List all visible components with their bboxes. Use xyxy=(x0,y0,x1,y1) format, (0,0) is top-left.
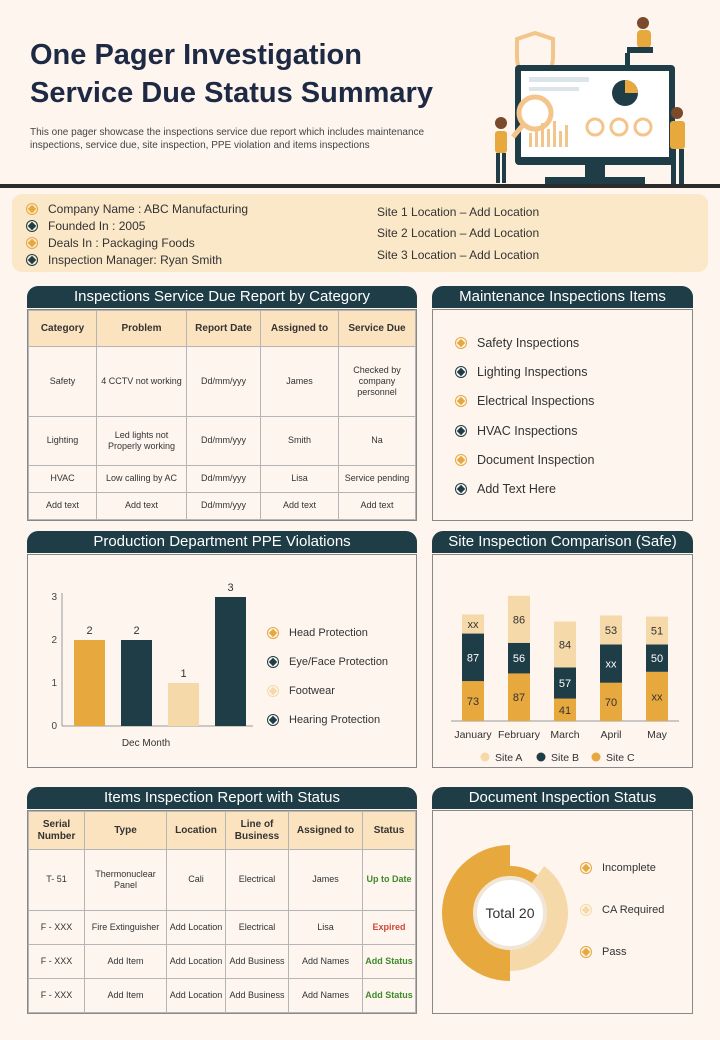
table-cell: Add text xyxy=(97,492,187,519)
legend-marker xyxy=(481,753,490,762)
x-tick-label: April xyxy=(600,729,622,741)
table-cell: Led lights not Properly working xyxy=(97,416,187,465)
table-cell: Low calling by AC xyxy=(97,465,187,492)
dark-diamond-icon xyxy=(455,425,467,437)
maintenance-list xyxy=(455,328,594,504)
orange-diamond-icon xyxy=(267,627,279,639)
data-label: xx xyxy=(605,658,617,671)
data-label: 87 xyxy=(466,652,480,665)
status-cell: Add Status xyxy=(363,944,416,978)
document-title: Document Inspection Status xyxy=(432,787,693,809)
data-label: 41 xyxy=(558,704,572,717)
legend-item: Footwear xyxy=(267,676,388,705)
col-header: Category xyxy=(29,311,97,347)
data-label: 73 xyxy=(466,696,480,709)
orange-diamond-icon xyxy=(455,454,467,466)
table-cell: 4 CCTV not working xyxy=(97,347,187,417)
table-cell: Lighting xyxy=(29,416,97,465)
table-row xyxy=(29,944,416,978)
orange-diamond-icon xyxy=(580,862,592,874)
legend-marker xyxy=(537,753,546,762)
table-cell: Na xyxy=(339,416,416,465)
table-cell: Add Item xyxy=(85,944,167,978)
donut-total-label: Total 20 xyxy=(485,905,535,921)
legend-item: Head Protection xyxy=(267,618,388,647)
x-tick-label: March xyxy=(550,729,580,741)
table-row xyxy=(29,492,416,519)
y-tick-label: 3 xyxy=(51,592,57,603)
table-cell: Add Location xyxy=(167,978,226,1012)
col-header: Type xyxy=(85,812,167,850)
items-report-table xyxy=(27,810,417,1014)
legend-item: Incomplete xyxy=(580,862,664,904)
table-cell: Electrical xyxy=(226,850,289,911)
legend-label: Site A xyxy=(495,752,523,764)
data-label: 56 xyxy=(512,653,526,666)
col-header: Assigned to xyxy=(289,812,363,850)
table-row xyxy=(29,978,416,1012)
table-cell: Dd/mm/yyy xyxy=(187,492,261,519)
table-cell: Smith xyxy=(261,416,339,465)
list-item: Document Inspection xyxy=(455,445,594,474)
table-cell: Lisa xyxy=(289,910,363,944)
bar xyxy=(215,597,246,726)
x-axis-label: Dec Month xyxy=(121,738,171,749)
table-row xyxy=(29,347,416,417)
ppe-title: Production Department PPE Violations xyxy=(27,531,417,553)
y-tick-label: 1 xyxy=(51,678,57,689)
table-cell: F - XXX xyxy=(29,910,85,944)
list-item: Electrical Inspections xyxy=(455,387,594,416)
dark-diamond-icon xyxy=(455,483,467,495)
col-header: Line of Business xyxy=(226,812,289,850)
data-label: 70 xyxy=(604,696,618,709)
data-label: 87 xyxy=(512,692,526,705)
table-cell: Add Business xyxy=(226,978,289,1012)
col-header: Assigned to xyxy=(261,311,339,347)
table-cell: Add text xyxy=(29,492,97,519)
table-cell: Thermonuclear Panel xyxy=(85,850,167,911)
data-label: 53 xyxy=(604,624,618,637)
legend-item: Hearing Protection xyxy=(267,705,388,734)
table-cell: Service pending xyxy=(339,465,416,492)
items-report-title: Items Inspection Report with Status xyxy=(27,787,417,809)
data-label: xx xyxy=(651,691,663,704)
dark-diamond-icon xyxy=(26,220,38,232)
header-divider xyxy=(0,184,720,188)
table-cell: HVAC xyxy=(29,465,97,492)
legend-item: Pass xyxy=(580,946,664,988)
orange-diamond-icon xyxy=(455,395,467,407)
maintenance-title: Maintenance Inspections Items xyxy=(432,286,693,308)
table-cell: Fire Extinguisher xyxy=(85,910,167,944)
info-item: Deals In : Packaging Foods xyxy=(26,234,248,251)
data-label: 3 xyxy=(227,582,234,594)
table-cell: Cali xyxy=(167,850,226,911)
title-line-2: Service Due Status Summary xyxy=(30,77,433,109)
table-cell: Add Location xyxy=(167,910,226,944)
category-report-table xyxy=(27,309,417,521)
table-cell: Add text xyxy=(339,492,416,519)
data-label: 2 xyxy=(86,625,93,637)
document-donut-chart xyxy=(433,811,573,1013)
table-cell: Add Business xyxy=(226,944,289,978)
legend-item: CA Required xyxy=(580,904,664,946)
list-item: Safety Inspections xyxy=(455,328,594,357)
table-cell: James xyxy=(261,347,339,417)
table-cell: Lisa xyxy=(261,465,339,492)
list-item: Lighting Inspections xyxy=(455,357,594,386)
table-cell: Checked by company personnel xyxy=(339,347,416,417)
col-header: Location xyxy=(167,812,226,850)
site-locations xyxy=(377,201,539,266)
data-label: 2 xyxy=(133,625,140,637)
data-label: xx xyxy=(467,618,479,631)
page-title xyxy=(30,36,433,112)
table-cell: Dd/mm/yyy xyxy=(187,416,261,465)
category-report-title: Inspections Service Due Report by Category xyxy=(27,286,417,308)
orange-diamond-icon xyxy=(26,203,38,215)
info-item: Founded In : 2005 xyxy=(26,217,248,234)
table-cell: Add Names xyxy=(289,978,363,1012)
col-header: Service Due xyxy=(339,311,416,347)
monitor-icon xyxy=(515,65,675,185)
list-item: Add Text Here xyxy=(455,474,594,503)
data-label: 57 xyxy=(558,678,572,691)
table-row xyxy=(29,416,416,465)
table-cell: T- 51 xyxy=(29,850,85,911)
site-stacked-bar-chart xyxy=(433,555,692,767)
col-header: Status xyxy=(363,812,416,850)
site-location: Site 1 Location – Add Location xyxy=(377,204,540,219)
data-label: 50 xyxy=(650,653,664,666)
ppe-bar-chart xyxy=(28,555,258,767)
table-cell: Add Location xyxy=(167,944,226,978)
table-cell: Add Names xyxy=(289,944,363,978)
info-item: Company Name : ABC Manufacturing xyxy=(26,200,248,217)
dark-diamond-icon xyxy=(455,366,467,378)
table-cell: F - XXX xyxy=(29,944,85,978)
legend-marker xyxy=(592,753,601,762)
status-cell: Up to Date xyxy=(363,850,416,911)
table-row xyxy=(29,910,416,944)
table-cell: Add text xyxy=(261,492,339,519)
col-header: Report Date xyxy=(187,311,261,347)
orange-diamond-icon xyxy=(580,946,592,958)
light-diamond-icon xyxy=(267,685,279,697)
table-row xyxy=(29,465,416,492)
dark-diamond-icon xyxy=(26,254,38,266)
person-left-icon xyxy=(495,117,507,183)
info-item: Inspection Manager: Ryan Smith xyxy=(26,251,248,268)
company-info-bar xyxy=(12,194,708,272)
table-cell: Dd/mm/yyy xyxy=(187,347,261,417)
col-header: Serial Number xyxy=(29,812,85,850)
y-tick-label: 2 xyxy=(51,635,57,646)
x-tick-label: May xyxy=(647,729,667,741)
document-legend xyxy=(580,862,664,988)
ppe-legend xyxy=(267,618,388,734)
table-cell: F - XXX xyxy=(29,978,85,1012)
data-label: 86 xyxy=(512,614,526,627)
company-details xyxy=(26,200,248,268)
orange-diamond-icon xyxy=(26,237,38,249)
y-tick-label: 0 xyxy=(51,721,57,732)
page-subtitle: This one pager showcase the inspections service due report which includes maintenance inspections, service due, site inspection, PPE violation and items inspections xyxy=(30,127,425,151)
table-cell: James xyxy=(289,850,363,911)
bar xyxy=(74,640,105,726)
light-diamond-icon xyxy=(580,904,592,916)
x-tick-label: February xyxy=(497,729,541,741)
x-tick-label: January xyxy=(454,729,492,741)
data-label: 51 xyxy=(650,625,664,638)
status-cell: Add Status xyxy=(363,978,416,1012)
table-cell: Add Item xyxy=(85,978,167,1012)
bar xyxy=(168,683,199,726)
site-location: Site 3 Location – Add Location xyxy=(377,247,540,262)
table-cell: Dd/mm/yyy xyxy=(187,465,261,492)
person-sitting-icon xyxy=(625,17,653,69)
legend-label: Site B xyxy=(551,752,580,764)
legend-item: Eye/Face Protection xyxy=(267,647,388,676)
bar xyxy=(121,640,152,726)
data-label: 1 xyxy=(180,668,187,680)
site-location: Site 2 Location – Add Location xyxy=(377,226,540,241)
hero-illustration xyxy=(485,5,710,190)
table-cell: Safety xyxy=(29,347,97,417)
orange-diamond-icon xyxy=(455,337,467,349)
list-item: HVAC Inspections xyxy=(455,416,594,445)
status-cell: Expired xyxy=(363,910,416,944)
data-label: 84 xyxy=(558,639,572,652)
legend-label: Site C xyxy=(606,752,635,764)
title-line-1: One Pager Investigation xyxy=(30,39,362,71)
table-row xyxy=(29,850,416,911)
site-title: Site Inspection Comparison (Safe) xyxy=(432,531,693,553)
dark-diamond-icon xyxy=(267,656,279,668)
col-header: Problem xyxy=(97,311,187,347)
table-cell: Electrical xyxy=(226,910,289,944)
dark-diamond-icon xyxy=(267,714,279,726)
